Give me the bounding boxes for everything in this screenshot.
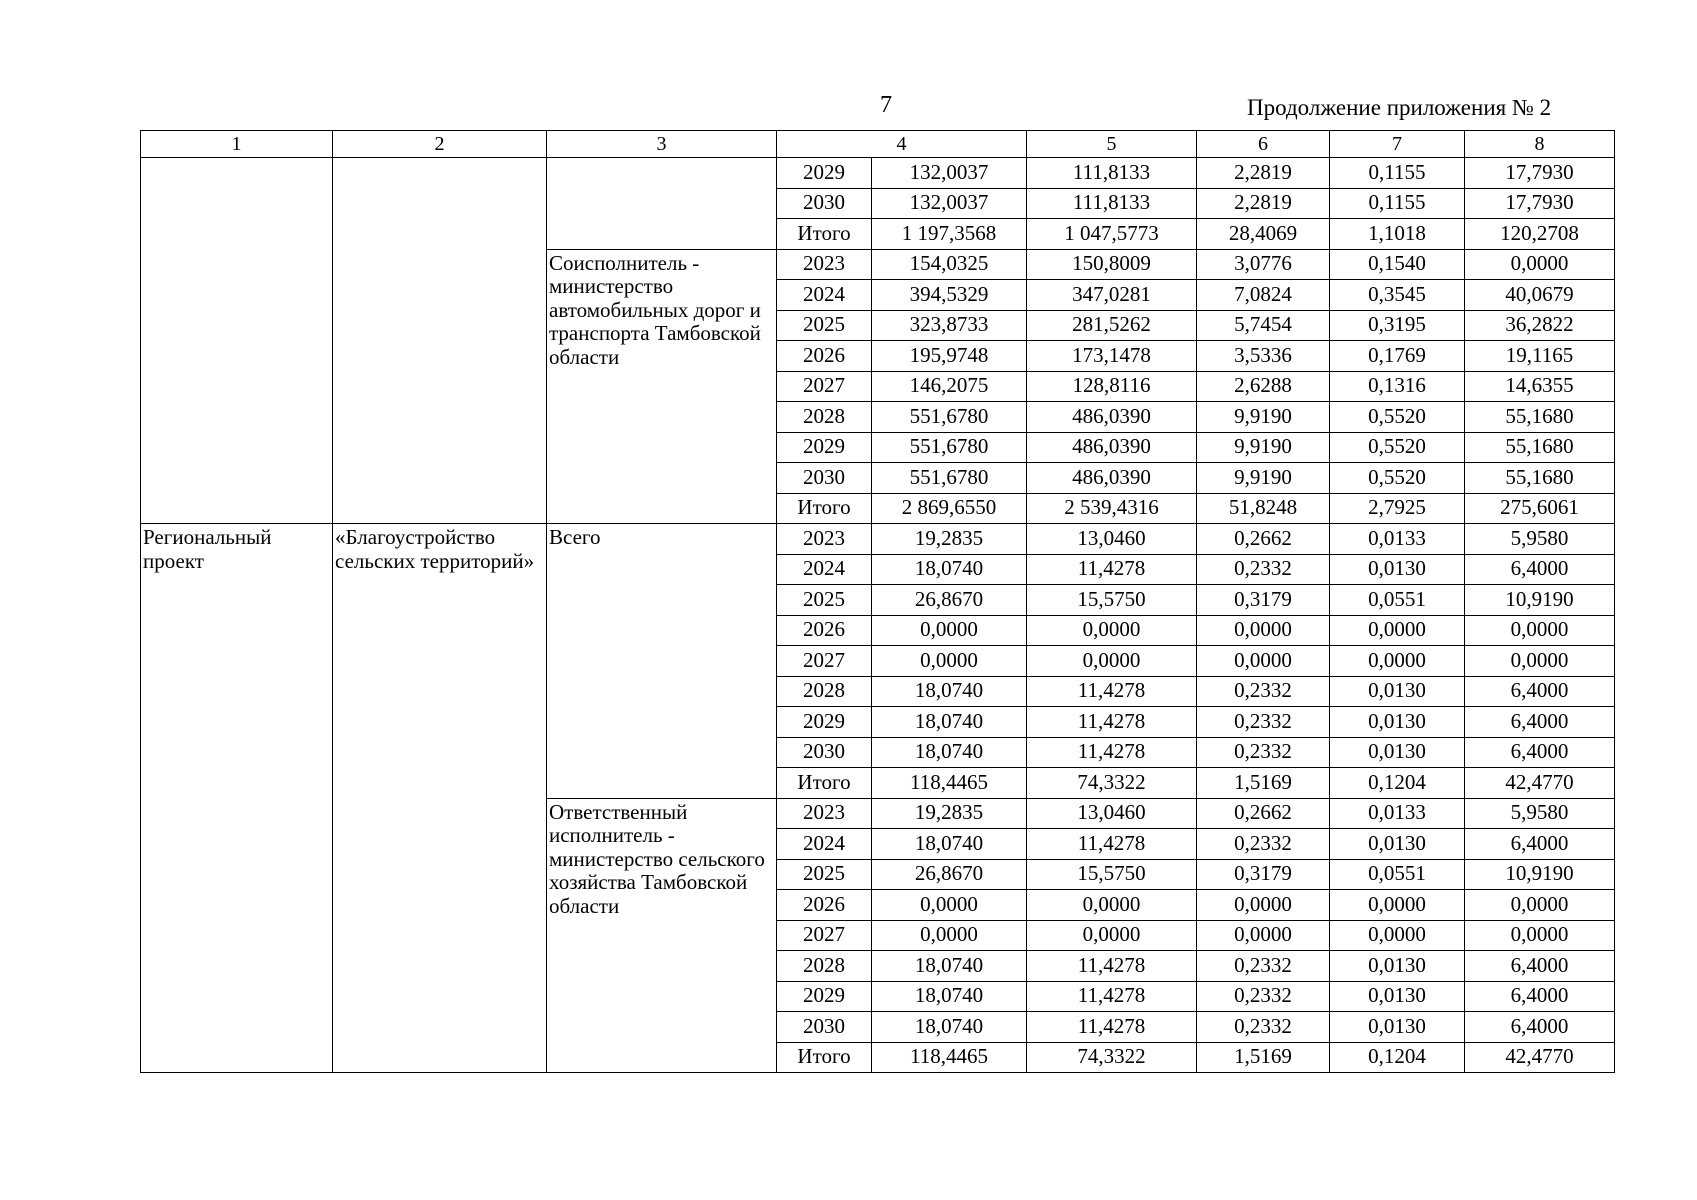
value-cell: 154,0325: [872, 249, 1027, 280]
budget-table: [140, 130, 1615, 1073]
value-cell: 281,5262: [1027, 310, 1197, 341]
section-name-cell: [333, 158, 547, 524]
value-cell: 323,8733: [872, 310, 1027, 341]
value-cell: 0,0000: [872, 920, 1027, 951]
year-cell: 2029: [777, 432, 872, 463]
value-cell: 0,0133: [1330, 524, 1465, 555]
value-cell: 19,2835: [872, 524, 1027, 555]
value-cell: 0,0000: [1197, 890, 1330, 921]
year-cell: Итого: [777, 493, 872, 524]
value-cell: 0,0000: [1027, 646, 1197, 677]
year-cell: 2023: [777, 798, 872, 829]
value-cell: 0,0130: [1330, 1012, 1465, 1043]
value-cell: 0,0000: [1465, 920, 1615, 951]
column-header: 5: [1027, 131, 1197, 158]
value-cell: 17,7930: [1465, 158, 1615, 189]
table-body: [141, 131, 1615, 1073]
year-cell: 2025: [777, 310, 872, 341]
page-number: 7: [880, 92, 892, 118]
value-cell: 1,5169: [1197, 768, 1330, 799]
executor-cell: [547, 158, 777, 250]
value-cell: 42,4770: [1465, 1042, 1615, 1073]
value-cell: 0,0000: [1330, 920, 1465, 951]
column-header: 4: [777, 131, 1027, 158]
year-cell: 2026: [777, 341, 872, 372]
value-cell: 0,0000: [872, 890, 1027, 921]
column-header-row: [141, 131, 1615, 158]
year-cell: 2024: [777, 829, 872, 860]
value-cell: 0,2662: [1197, 798, 1330, 829]
value-cell: 18,0740: [872, 1012, 1027, 1043]
value-cell: 26,8670: [872, 585, 1027, 616]
value-cell: 2 539,4316: [1027, 493, 1197, 524]
value-cell: 150,8009: [1027, 249, 1197, 280]
value-cell: 0,2332: [1197, 829, 1330, 860]
value-cell: 0,0000: [1330, 890, 1465, 921]
value-cell: 394,5329: [872, 280, 1027, 311]
value-cell: 40,0679: [1465, 280, 1615, 311]
value-cell: 0,1204: [1330, 1042, 1465, 1073]
value-cell: 74,3322: [1027, 1042, 1197, 1073]
value-cell: 486,0390: [1027, 463, 1197, 494]
value-cell: 0,1316: [1330, 371, 1465, 402]
value-cell: 0,1204: [1330, 768, 1465, 799]
value-cell: 3,5336: [1197, 341, 1330, 372]
value-cell: 132,0037: [872, 188, 1027, 219]
year-cell: 2027: [777, 646, 872, 677]
value-cell: 132,0037: [872, 158, 1027, 189]
value-cell: 0,0000: [1330, 615, 1465, 646]
value-cell: 2,2819: [1197, 188, 1330, 219]
value-cell: 0,2332: [1197, 1012, 1330, 1043]
value-cell: 0,0130: [1330, 707, 1465, 738]
year-cell: 2024: [777, 280, 872, 311]
value-cell: 0,0000: [1465, 249, 1615, 280]
year-cell: 2026: [777, 890, 872, 921]
value-cell: 11,4278: [1027, 1012, 1197, 1043]
value-cell: 0,0130: [1330, 737, 1465, 768]
value-cell: 195,9748: [872, 341, 1027, 372]
value-cell: 0,0000: [1197, 920, 1330, 951]
value-cell: 118,4465: [872, 1042, 1027, 1073]
value-cell: 118,4465: [872, 768, 1027, 799]
column-header: 1: [141, 131, 333, 158]
value-cell: 0,1540: [1330, 249, 1465, 280]
year-cell: 2029: [777, 158, 872, 189]
executor-cell: Ответственный исполнитель - министерство сельского хозяйства Тамбовской области: [547, 798, 777, 1073]
table-row: [141, 524, 1615, 555]
value-cell: 0,0000: [1465, 890, 1615, 921]
value-cell: 0,0130: [1330, 951, 1465, 982]
value-cell: 2,2819: [1197, 158, 1330, 189]
value-cell: 11,4278: [1027, 951, 1197, 982]
value-cell: 0,2662: [1197, 524, 1330, 555]
value-cell: 28,4069: [1197, 219, 1330, 250]
year-cell: 2023: [777, 249, 872, 280]
value-cell: 6,4000: [1465, 554, 1615, 585]
value-cell: 146,2075: [872, 371, 1027, 402]
column-header: 6: [1197, 131, 1330, 158]
value-cell: 51,8248: [1197, 493, 1330, 524]
value-cell: 0,5520: [1330, 402, 1465, 433]
value-cell: 1,5169: [1197, 1042, 1330, 1073]
value-cell: 275,6061: [1465, 493, 1615, 524]
column-header: 8: [1465, 131, 1615, 158]
value-cell: 6,4000: [1465, 829, 1615, 860]
value-cell: 42,4770: [1465, 768, 1615, 799]
value-cell: 0,2332: [1197, 554, 1330, 585]
year-cell: 2028: [777, 676, 872, 707]
column-header: 2: [333, 131, 547, 158]
value-cell: 15,5750: [1027, 859, 1197, 890]
value-cell: 11,4278: [1027, 981, 1197, 1012]
value-cell: 19,2835: [872, 798, 1027, 829]
value-cell: 10,9190: [1465, 859, 1615, 890]
value-cell: 0,1769: [1330, 341, 1465, 372]
value-cell: 18,0740: [872, 951, 1027, 982]
value-cell: 173,1478: [1027, 341, 1197, 372]
value-cell: 0,5520: [1330, 432, 1465, 463]
value-cell: 551,6780: [872, 463, 1027, 494]
value-cell: 6,4000: [1465, 676, 1615, 707]
year-cell: 2026: [777, 615, 872, 646]
value-cell: 0,0551: [1330, 859, 1465, 890]
value-cell: 9,9190: [1197, 432, 1330, 463]
value-cell: 0,0000: [1465, 646, 1615, 677]
value-cell: 5,7454: [1197, 310, 1330, 341]
value-cell: 2,7925: [1330, 493, 1465, 524]
value-cell: 13,0460: [1027, 524, 1197, 555]
value-cell: 18,0740: [872, 554, 1027, 585]
value-cell: 18,0740: [872, 829, 1027, 860]
value-cell: 18,0740: [872, 707, 1027, 738]
year-cell: 2030: [777, 463, 872, 494]
value-cell: 0,0000: [1027, 890, 1197, 921]
value-cell: 111,8133: [1027, 158, 1197, 189]
value-cell: 0,0000: [1027, 920, 1197, 951]
value-cell: 5,9580: [1465, 524, 1615, 555]
year-cell: 2024: [777, 554, 872, 585]
value-cell: 19,1165: [1465, 341, 1615, 372]
value-cell: 26,8670: [872, 859, 1027, 890]
value-cell: 0,3179: [1197, 585, 1330, 616]
value-cell: 0,1155: [1330, 188, 1465, 219]
value-cell: 0,0000: [872, 646, 1027, 677]
value-cell: 551,6780: [872, 402, 1027, 433]
value-cell: 18,0740: [872, 981, 1027, 1012]
value-cell: 11,4278: [1027, 676, 1197, 707]
executor-cell: Соисполнитель - министерство автомобильных дорог и транспорта Тамбовской области: [547, 249, 777, 524]
year-cell: 2029: [777, 981, 872, 1012]
value-cell: 55,1680: [1465, 463, 1615, 494]
value-cell: 18,0740: [872, 676, 1027, 707]
value-cell: 0,0000: [1197, 615, 1330, 646]
value-cell: 36,2822: [1465, 310, 1615, 341]
value-cell: 14,6355: [1465, 371, 1615, 402]
year-cell: Итого: [777, 1042, 872, 1073]
value-cell: 111,8133: [1027, 188, 1197, 219]
value-cell: 11,4278: [1027, 554, 1197, 585]
value-cell: 0,3179: [1197, 859, 1330, 890]
value-cell: 7,0824: [1197, 280, 1330, 311]
appendix-title: Продолжение приложения № 2: [1247, 95, 1552, 120]
year-cell: Итого: [777, 768, 872, 799]
value-cell: 486,0390: [1027, 432, 1197, 463]
year-cell: Итого: [777, 219, 872, 250]
year-cell: 2027: [777, 920, 872, 951]
value-cell: 9,9190: [1197, 463, 1330, 494]
value-cell: 2,6288: [1197, 371, 1330, 402]
year-cell: 2030: [777, 188, 872, 219]
value-cell: 1 197,3568: [872, 219, 1027, 250]
value-cell: 2 869,6550: [872, 493, 1027, 524]
year-cell: 2025: [777, 585, 872, 616]
value-cell: 55,1680: [1465, 432, 1615, 463]
value-cell: 0,0130: [1330, 554, 1465, 585]
value-cell: 0,0000: [1027, 615, 1197, 646]
value-cell: 0,0551: [1330, 585, 1465, 616]
value-cell: 0,2332: [1197, 951, 1330, 982]
value-cell: 347,0281: [1027, 280, 1197, 311]
value-cell: 9,9190: [1197, 402, 1330, 433]
value-cell: 0,3195: [1330, 310, 1465, 341]
value-cell: 6,4000: [1465, 981, 1615, 1012]
value-cell: 6,4000: [1465, 737, 1615, 768]
value-cell: 0,2332: [1197, 676, 1330, 707]
value-cell: 6,4000: [1465, 1012, 1615, 1043]
value-cell: 120,2708: [1465, 219, 1615, 250]
year-cell: 2027: [777, 371, 872, 402]
value-cell: 6,4000: [1465, 951, 1615, 982]
year-cell: 2029: [777, 707, 872, 738]
value-cell: 551,6780: [872, 432, 1027, 463]
value-cell: 11,4278: [1027, 707, 1197, 738]
value-cell: 0,2332: [1197, 981, 1330, 1012]
year-cell: 2030: [777, 737, 872, 768]
value-cell: 0,0000: [1330, 646, 1465, 677]
executor-cell: Всего: [547, 524, 777, 799]
section-name-cell: «Благоустройство сельских территорий»: [333, 524, 547, 1073]
value-cell: 13,0460: [1027, 798, 1197, 829]
value-cell: 0,0130: [1330, 981, 1465, 1012]
value-cell: 10,9190: [1465, 585, 1615, 616]
value-cell: 0,5520: [1330, 463, 1465, 494]
column-header: 3: [547, 131, 777, 158]
section-type-cell: [141, 158, 333, 524]
section-type-cell: Региональный проект: [141, 524, 333, 1073]
value-cell: 0,0000: [1465, 615, 1615, 646]
value-cell: 18,0740: [872, 737, 1027, 768]
value-cell: 0,1155: [1330, 158, 1465, 189]
value-cell: 11,4278: [1027, 737, 1197, 768]
value-cell: 128,8116: [1027, 371, 1197, 402]
value-cell: 15,5750: [1027, 585, 1197, 616]
value-cell: 0,0130: [1330, 829, 1465, 860]
year-cell: 2028: [777, 402, 872, 433]
value-cell: 0,0000: [1197, 646, 1330, 677]
value-cell: 0,2332: [1197, 707, 1330, 738]
table-row: [141, 158, 1615, 189]
year-cell: 2025: [777, 859, 872, 890]
column-header: 7: [1330, 131, 1465, 158]
value-cell: 55,1680: [1465, 402, 1615, 433]
year-cell: 2028: [777, 951, 872, 982]
value-cell: 74,3322: [1027, 768, 1197, 799]
value-cell: 0,2332: [1197, 737, 1330, 768]
value-cell: 6,4000: [1465, 707, 1615, 738]
value-cell: 0,0133: [1330, 798, 1465, 829]
year-cell: 2023: [777, 524, 872, 555]
value-cell: 0,0000: [872, 615, 1027, 646]
value-cell: 1 047,5773: [1027, 219, 1197, 250]
value-cell: 5,9580: [1465, 798, 1615, 829]
value-cell: 3,0776: [1197, 249, 1330, 280]
value-cell: 0,0130: [1330, 676, 1465, 707]
value-cell: 486,0390: [1027, 402, 1197, 433]
value-cell: 0,3545: [1330, 280, 1465, 311]
value-cell: 17,7930: [1465, 188, 1615, 219]
year-cell: 2030: [777, 1012, 872, 1043]
value-cell: 11,4278: [1027, 829, 1197, 860]
value-cell: 1,1018: [1330, 219, 1465, 250]
